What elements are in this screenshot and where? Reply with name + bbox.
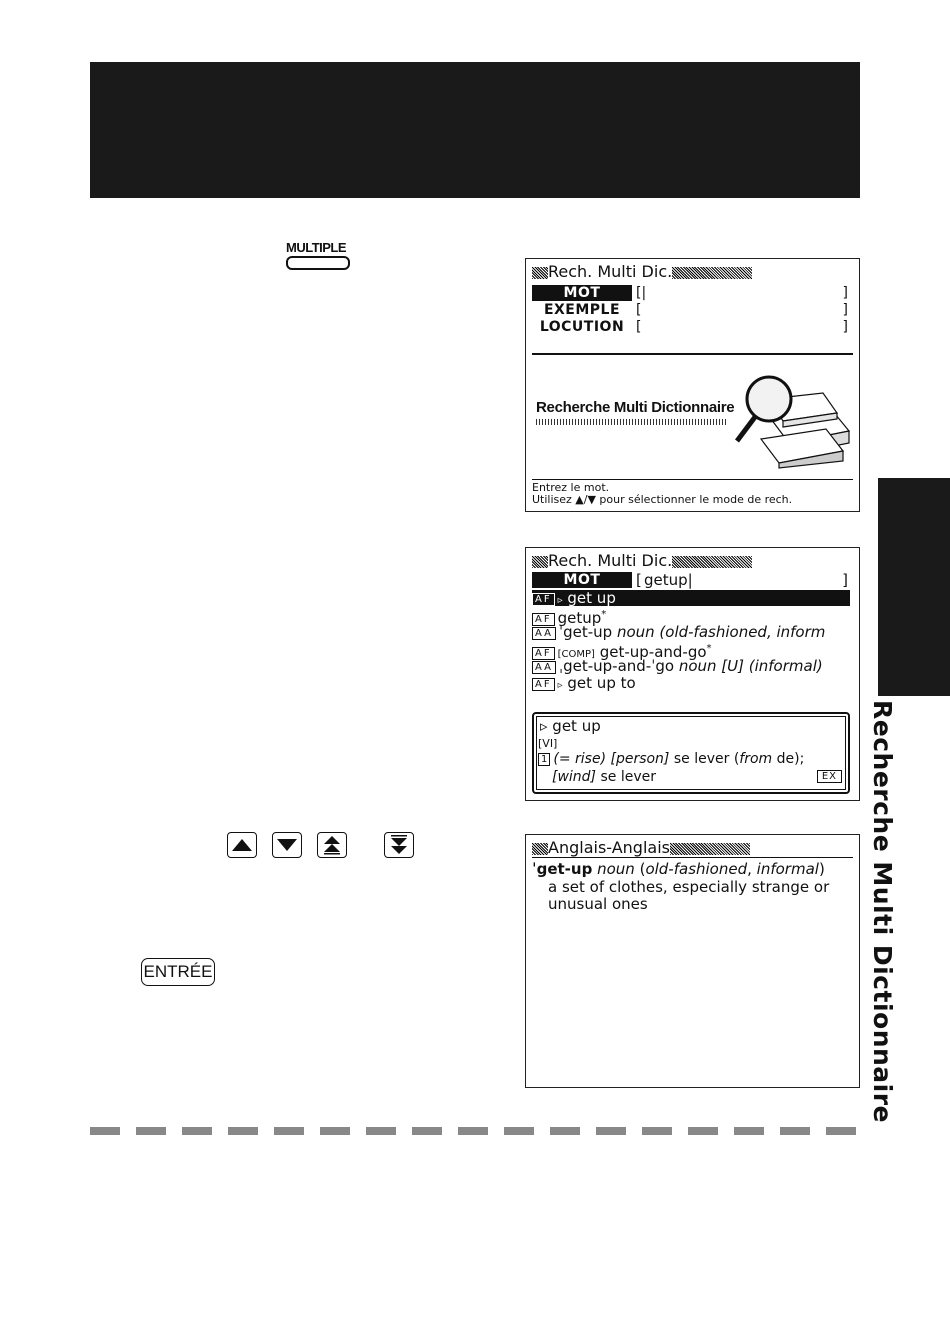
screen-multi-search-results: [525, 547, 860, 801]
dash-segment: [734, 1127, 764, 1135]
hatch-icon: [672, 267, 752, 279]
footer-divider: [532, 479, 853, 480]
up-arrow-icon: [228, 833, 256, 857]
dash-segment: [228, 1127, 258, 1135]
hatch-icon: [532, 843, 548, 855]
side-tab-title: Recherche Multi Dictionnaire: [868, 700, 897, 1124]
dash-segment: [780, 1127, 810, 1135]
hatch-icon: [670, 843, 750, 855]
multiple-key[interactable]: [286, 256, 350, 270]
dash-segment: [320, 1127, 350, 1135]
dash-segment: [136, 1127, 166, 1135]
dash-segment: [550, 1127, 580, 1135]
definition-line-1: a set of clothes, especially strange or: [548, 878, 830, 896]
dash-segment: [182, 1127, 212, 1135]
dash-segment: [826, 1127, 856, 1135]
screen3-title: Anglais-Anglais: [532, 839, 750, 857]
dash-segment: [366, 1127, 396, 1135]
mot-input[interactable]: [ getup| ]: [636, 571, 848, 589]
entry-headline: ˈget-up noun (old-fashioned, informal): [532, 860, 825, 878]
mode-row-mot[interactable]: MOT [ getup| ]: [532, 572, 848, 588]
example-badge[interactable]: EX: [817, 770, 842, 783]
divider: [532, 353, 853, 355]
hatch-icon: [672, 556, 752, 568]
dash-segment: [642, 1127, 672, 1135]
preview-pane[interactable]: [532, 712, 850, 794]
mode-row-mot[interactable]: MOT [| ]: [532, 285, 848, 301]
dash-segment: [596, 1127, 626, 1135]
screen1-title: Rech. Multi Dic.: [532, 263, 752, 281]
dash-segment: [458, 1127, 488, 1135]
footer-help-1: Entrez le mot.: [532, 481, 610, 494]
result-row[interactable]: AF getup*: [532, 607, 850, 623]
mode-row-exemple[interactable]: EXEMPLE [ ]: [543, 302, 848, 318]
page-up-icon: [318, 833, 346, 857]
dash-segment: [688, 1127, 718, 1135]
page-up-key[interactable]: [317, 832, 347, 858]
result-row[interactable]: AF [COMP] get-up-and-go*: [532, 641, 850, 657]
dash-segment: [274, 1127, 304, 1135]
screen2-title: Rech. Multi Dic.: [532, 552, 752, 570]
multiple-key-label: MULTIPLE: [286, 240, 347, 255]
banner-text: Recherche Multi Dictionnaire: [536, 399, 735, 416]
header-band: [90, 62, 860, 198]
result-row[interactable]: AF ▹ get up: [532, 590, 850, 606]
up-arrow-key[interactable]: [227, 832, 257, 858]
page-down-key[interactable]: [384, 832, 414, 858]
title-divider: [532, 857, 853, 858]
down-arrow-key[interactable]: [272, 832, 302, 858]
result-row[interactable]: AA ˈget-up noun (old-fashioned, inform: [532, 624, 850, 640]
dash-segment: [504, 1127, 534, 1135]
result-row[interactable]: AF ▹ get up to: [532, 675, 850, 691]
down-arrow-icon: [273, 833, 301, 857]
books-magnifier-icon: [731, 369, 851, 469]
dash-segment: [90, 1127, 120, 1135]
definition-line-2: unusual ones: [548, 895, 648, 913]
dash-segment: [412, 1127, 442, 1135]
hatch-icon: [532, 267, 548, 279]
screen-multi-search-empty: [525, 258, 860, 512]
banner-underline: [536, 419, 726, 425]
result-row[interactable]: AA ˌget-up-and-ˈgo noun [U] (informal): [532, 658, 850, 674]
mode-row-locution[interactable]: LOCUTION [ ]: [539, 319, 848, 335]
hatch-icon: [532, 556, 548, 568]
side-tab-block: [878, 478, 950, 696]
screen-anglais-anglais: [525, 834, 860, 1088]
preview-sense-1: 1 (= rise) [person] se lever (from de);: [538, 751, 804, 767]
footer-help-2: Utilisez ▲/▼ pour sélectionner le mode de rech.: [532, 493, 793, 506]
preview-headword: ▹ get up: [540, 717, 601, 735]
preview-grammar: [VI]: [538, 737, 558, 750]
preview-sense-2: [wind] se lever: [552, 769, 656, 785]
enter-key[interactable]: ENTRÉE: [141, 958, 215, 986]
page-down-icon: [385, 833, 413, 857]
